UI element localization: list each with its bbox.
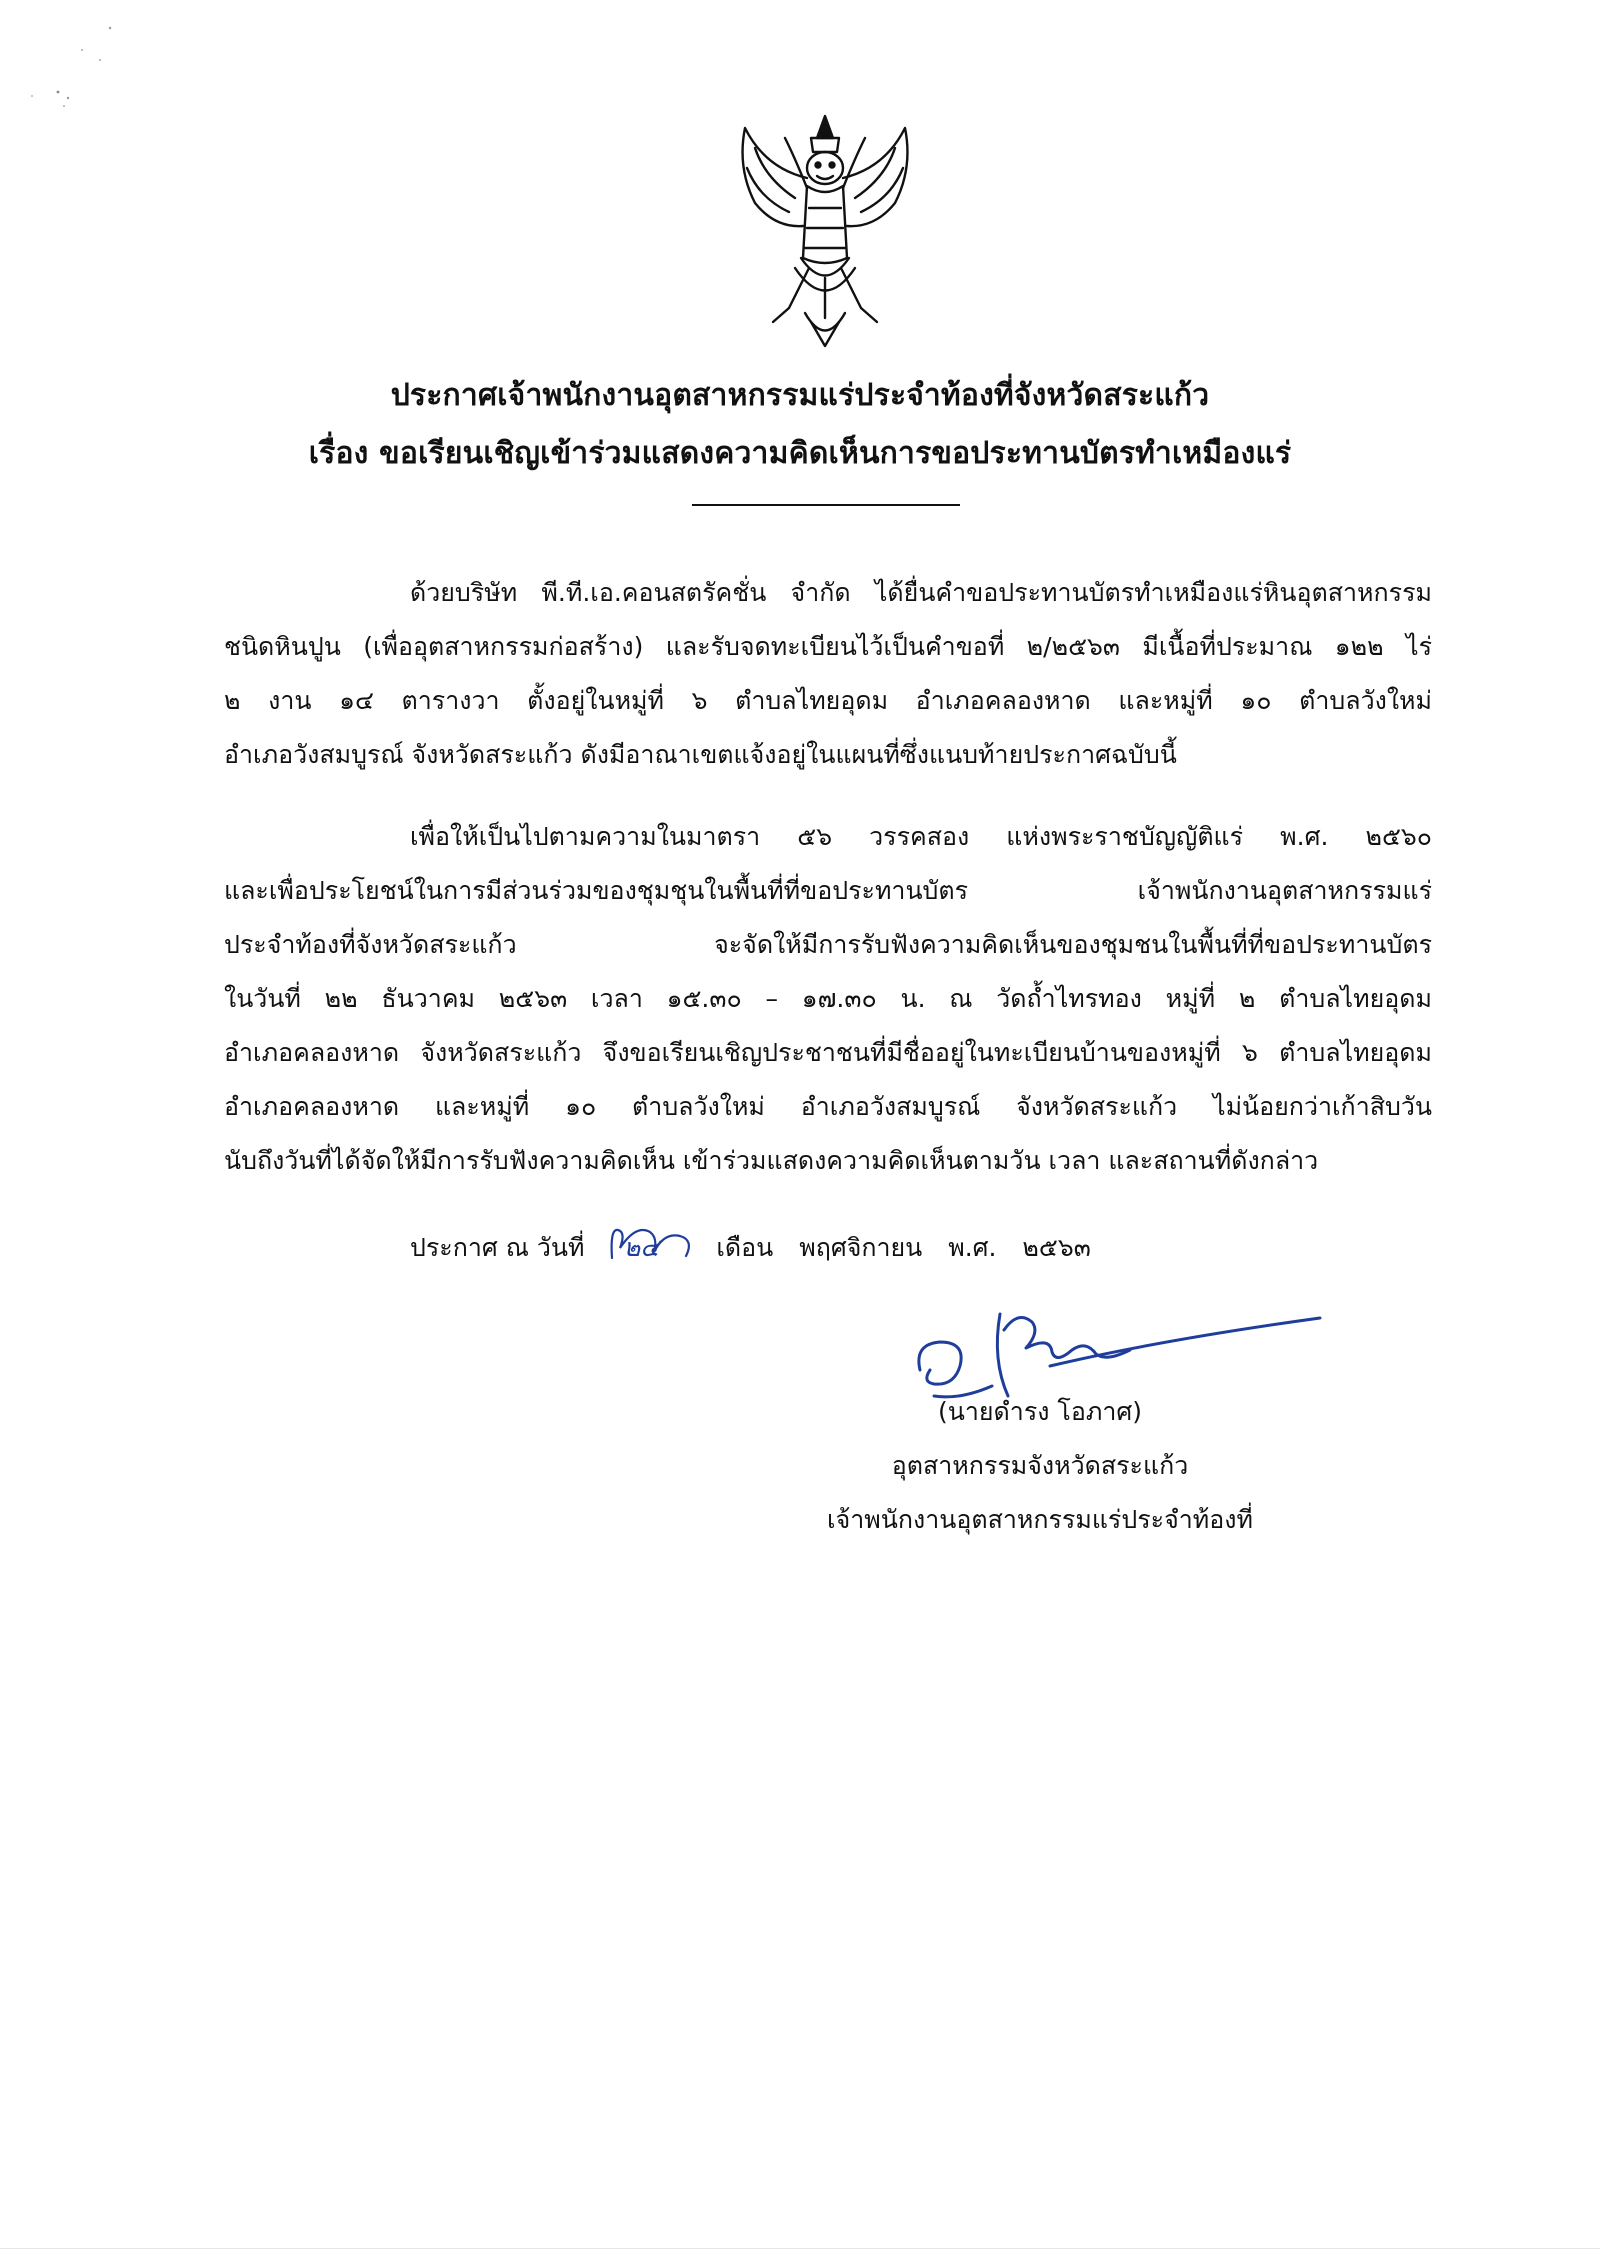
paragraph-2 (224, 810, 1432, 1188)
paragraph-line: อำเภอคลองหาด และหมู่ที่ ๑๐ ตำบลวังใหม่ อำเภอวังสมบูรณ์ จังหวัดสระแก้ว ไม่น้อยกว่าเก้าสิบวัน (224, 1092, 1432, 1121)
signature-block (760, 1300, 1320, 1534)
garuda-emblem-icon (725, 108, 925, 353)
date-year-label: พ.ศ. (948, 1233, 997, 1262)
paragraph-line: เพื่อให้เป็นไปตามความในมาตรา ๕๖ วรรคสอง แห่งพระราชบัญญัติแร่ พ.ศ. ๒๕๖๐ (410, 822, 1432, 851)
date-year: ๒๕๖๓ (1022, 1233, 1091, 1262)
scan-bottom-edge (0, 2248, 1600, 2249)
date-month: พฤศจิกายน (799, 1233, 923, 1262)
paragraph-line: และเพื่อประโยชน์ในการมีส่วนร่วมของชุมชุนในพื้นที่ที่ขอประทานบัตร เจ้าพนักงานอุตสาหกรรมแร่ (224, 876, 1432, 905)
announcement-title: ประกาศเจ้าพนักงานอุตสาหกรรมแร่ประจำท้องที่จังหวัดสระแก้ว (390, 378, 1210, 413)
date-prefix: ประกาศ ณ วันที่ (410, 1233, 585, 1262)
date-day-value: ๒๔ (623, 1233, 660, 1262)
handwriting-mark (606, 1218, 706, 1268)
scan-specks (20, 20, 140, 110)
date-month-label: เดือน (716, 1233, 774, 1262)
title-divider (692, 504, 960, 506)
signatory-position-2: เจ้าพนักงานอุตสาหกรรมแร่ประจำท้องที่ (827, 1505, 1253, 1534)
paragraph-line: อำเภอวังสมบูรณ์ จังหวัดสระแก้ว ดังมีอาณาเขตแจ้งอยู่ในแผนที่ซึ่งแนบท้ายประกาศฉบับนี้ (224, 740, 1177, 769)
signatory-position-1: อุตสาหกรรมจังหวัดสระแก้ว (891, 1451, 1189, 1480)
paragraph-line: ๒ งาน ๑๔ ตารางวา ตั้งอยู่ในหมู่ที่ ๖ ตำบลไทยอุดม อำเภอคลองหาด และหมู่ที่ ๑๐ ตำบลวังใหม่ (224, 686, 1432, 715)
date-day-handwritten (610, 1228, 690, 1268)
signatory-name: (นายดำรง โอภาศ) (938, 1397, 1142, 1426)
announcement-subject: เรื่อง ขอเรียนเชิญเข้าร่วมแสดงความคิดเห็นการขอประทานบัตรทำเหมืองแร่ (308, 436, 1292, 471)
paragraph-line: ประจำท้องที่จังหวัดสระแก้ว จะจัดให้มีการรับฟังความคิดเห็นของชุมชนในพื้นที่ที่ขอประทานบัตร (224, 930, 1432, 959)
paragraph-line: นับถึงวันที่ได้จัดให้มีการรับฟังความคิดเห็น เข้าร่วมแสดงความคิดเห็นตามวัน เวลา และสถานที่ดังกล่าว (224, 1146, 1319, 1175)
paragraph-1 (224, 566, 1432, 782)
announcement-date (410, 1228, 1109, 1268)
paragraph-line: ด้วยบริษัท พี.ที.เอ.คอนสตรัคชั่น จำกัด ได้ยื่นคำขอประทานบัตรทำเหมืองแร่หินอุตสาหกรรม (410, 578, 1432, 607)
paragraph-line: อำเภอคลองหาด จังหวัดสระแก้ว จึงขอเรียนเชิญประชาชนที่มีชื่ออยู่ในทะเบียนบ้านของหมู่ที่ ๖ ตำบลไทยอุดม (224, 1038, 1432, 1067)
paragraph-line: ชนิดหินปูน (เพื่ออุตสาหกรรมก่อสร้าง) และรับจดทะเบียนไว้เป็นคำขอที่ ๒/๒๕๖๓ มีเนื้อที่ประมาณ ๑๒๒ ไร่ (224, 632, 1432, 661)
paragraph-line: ในวันที่ ๒๒ ธันวาคม ๒๕๖๓ เวลา ๑๕.๓๐ – ๑๗.๓๐ น. ณ วัดถ้ำไทรทอง หมู่ที่ ๒ ตำบลไทยอุดม (224, 984, 1432, 1013)
